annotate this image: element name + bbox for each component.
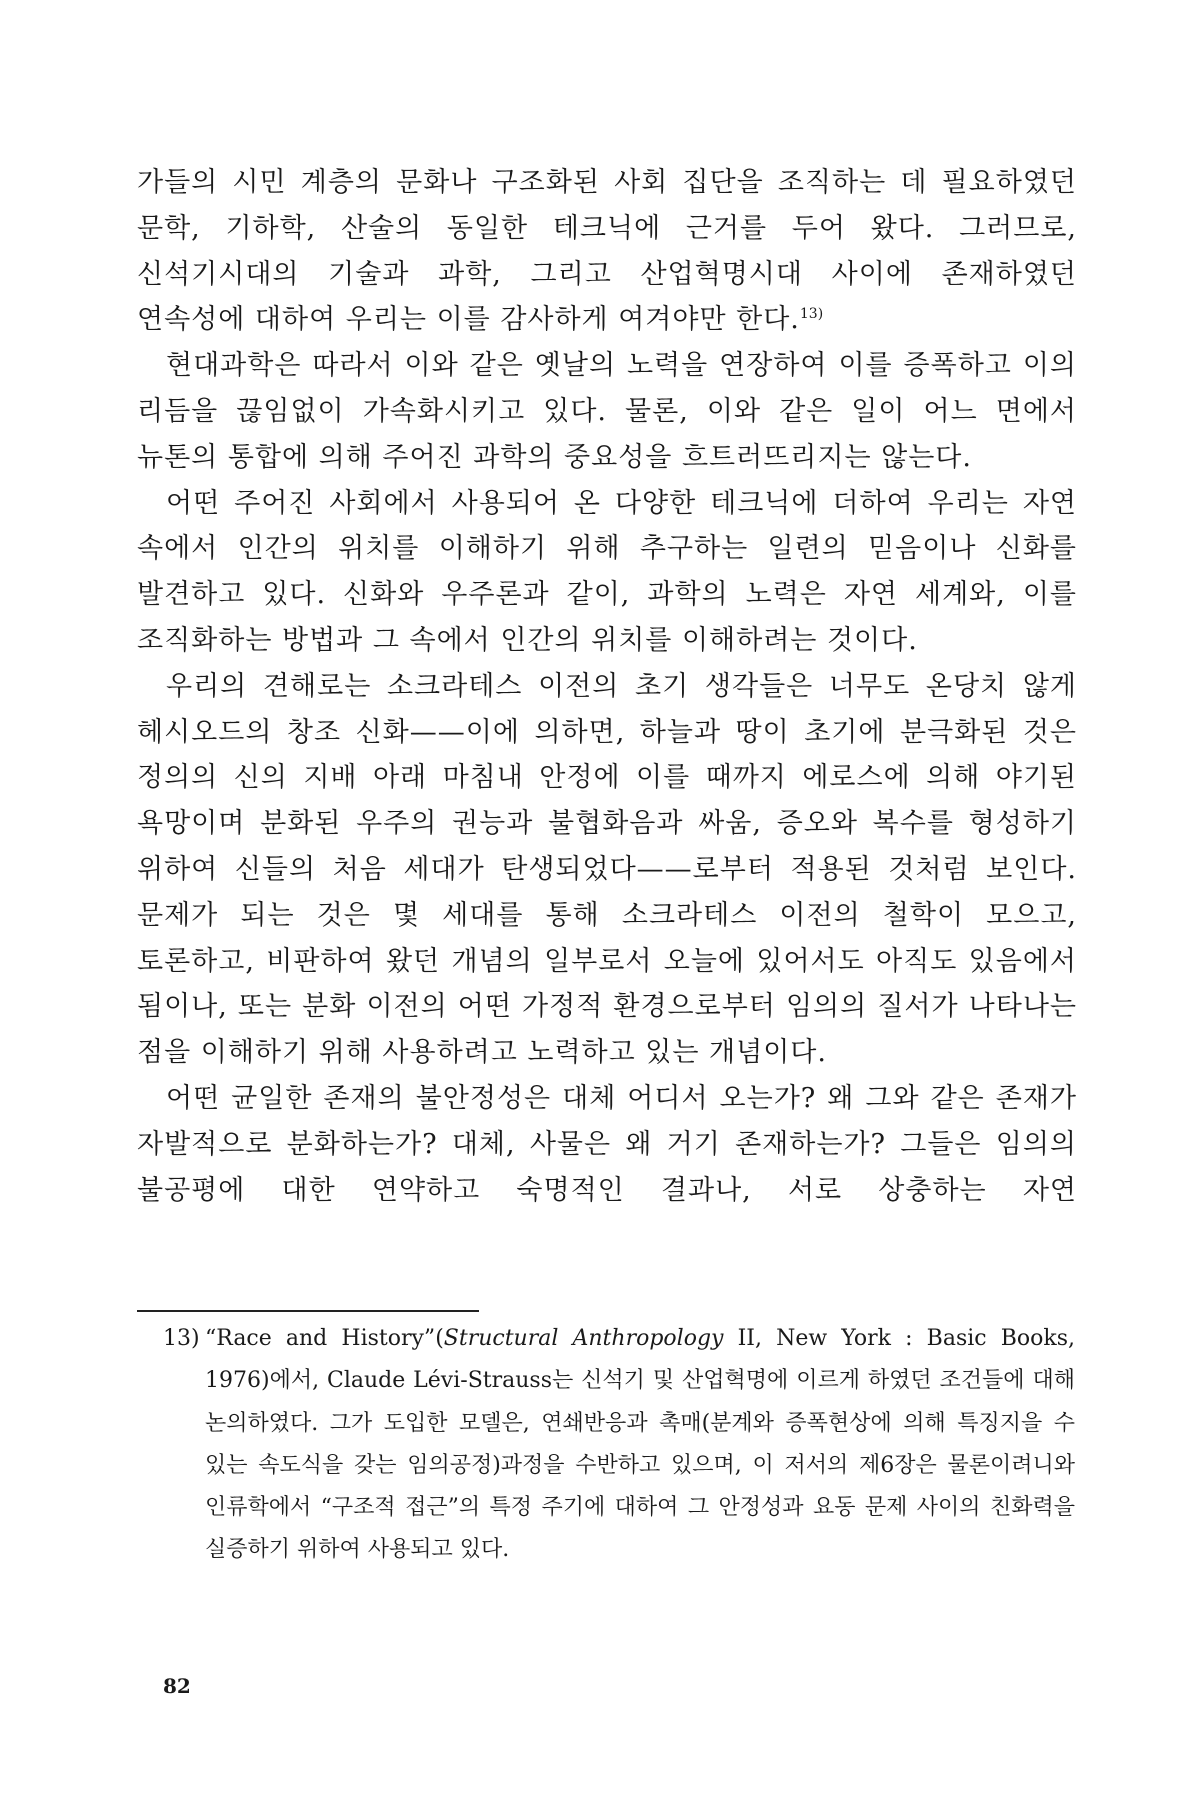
paragraph: 현대과학은 따라서 이와 같은 옛날의 노력을 연장하여 이를 증폭하고 이의 리듬을 끊임없이 가속화시키고 있다. 물론, 이와 같은 일이 어느 면에서 뉴톤의 통합에 의해 주어진 과학의 중요성을 흐트러뜨리지는 않는다.	[137, 350, 1077, 473]
footnote-paren: (	[435, 1326, 444, 1351]
body-text	[137, 160, 1077, 1213]
footnote	[163, 1318, 1075, 1572]
footnote-book-title: Structural Anthropology	[443, 1326, 724, 1351]
footnote-body: II, New York : Basic Books, 1976)에서, Claude Lévi-Strauss는 신석기 및 산업혁명에 이르게 하였던 조건들에 대해 논의하였다. 그가 도입한 모델은, 연쇄반응과 촉매(분계와 증폭현상에 의해 특징지을 수 있는 속도식을 갖는 임의공정)과정을 수반하고 있으며, 이 저서의 제6장은 물론이려니와 인류학에서 “구조적 접근”의 특정 주기에 대하여 그 안정성과 요동 문제 사이의 친화력을 실증하기 위하여 사용되고 있다.	[205, 1326, 1075, 1563]
paragraph: 어떤 균일한 존재의 불안정성은 대체 어디서 오는가? 왜 그와 같은 존재가 자발적으로 분화하는가? 대체, 사물은 왜 거기 존재하는가? 그들은 임의의 불공평에 대한 연약하고 숙명적인 결과나, 서로 상충하는 자연	[137, 1082, 1077, 1206]
footnote-reference: 13)	[799, 306, 824, 323]
footnote-article-title: “Race and History”	[205, 1326, 436, 1351]
footnote-divider	[137, 1310, 479, 1312]
paragraph: 어떤 주어진 사회에서 사용되어 온 다양한 테크닉에 더하여 우리는 자연 속에서 인간의 위치를 이해하기 위해 추구하는 일련의 믿음이나 신화를 발견하고 있다. 신화와 우주론과 같이, 과학의 노력은 자연 세계와, 이를 조직화하는 방법과 그 속에서 인간의 위치를 이해하려는 것이다.	[137, 487, 1077, 656]
paragraph	[137, 160, 1077, 343]
footnote-number: 13)	[163, 1326, 200, 1351]
footnote-text	[163, 1318, 1075, 1572]
paragraph-text: 가들의 시민 계층의 문화나 구조화된 사회 집단을 조직하는 데 필요하였던 문학, 기하학, 산술의 동일한 테크닉에 근거를 두어 왔다. 그러므로, 신석기시대의 기술과 과학, 그리고 산업혁명시대 사이에 존재하였던 연속성에 대하여 우리는 이를 감사하게 여겨야만 한다.	[137, 167, 1077, 336]
paragraph: 우리의 견해로는 소크라테스 이전의 초기 생각들은 너무도 온당치 않게 헤시오드의 창조 신화——이에 의하면, 하늘과 땅이 초기에 분극화된 것은 정의의 신의 지배 아래 마침내 안정에 이를 때까지 에로스에 의해 야기된 욕망이며 분화된 우주의 권능과 불협화음과 싸움, 증오와 복수를 형성하기 위하여 신들의 처음 세대가 탄생되었다——로부터 적용된 것처럼 보인다. 문제가 되는 것은 몇 세대를 통해 소크라테스 이전의 철학이 모으고, 토론하고, 비판하여 왔던 개념의 일부로서 오늘에 있어서도 아직도 있음에서 됨이나, 또는 분화 이전의 어떤 가정적 환경으로부터 임의의 질서가 나타나는 점을 이해하기 위해 사용하려고 노력하고 있는 개념이다.	[137, 670, 1077, 1069]
page-number: 82	[163, 1674, 191, 1698]
